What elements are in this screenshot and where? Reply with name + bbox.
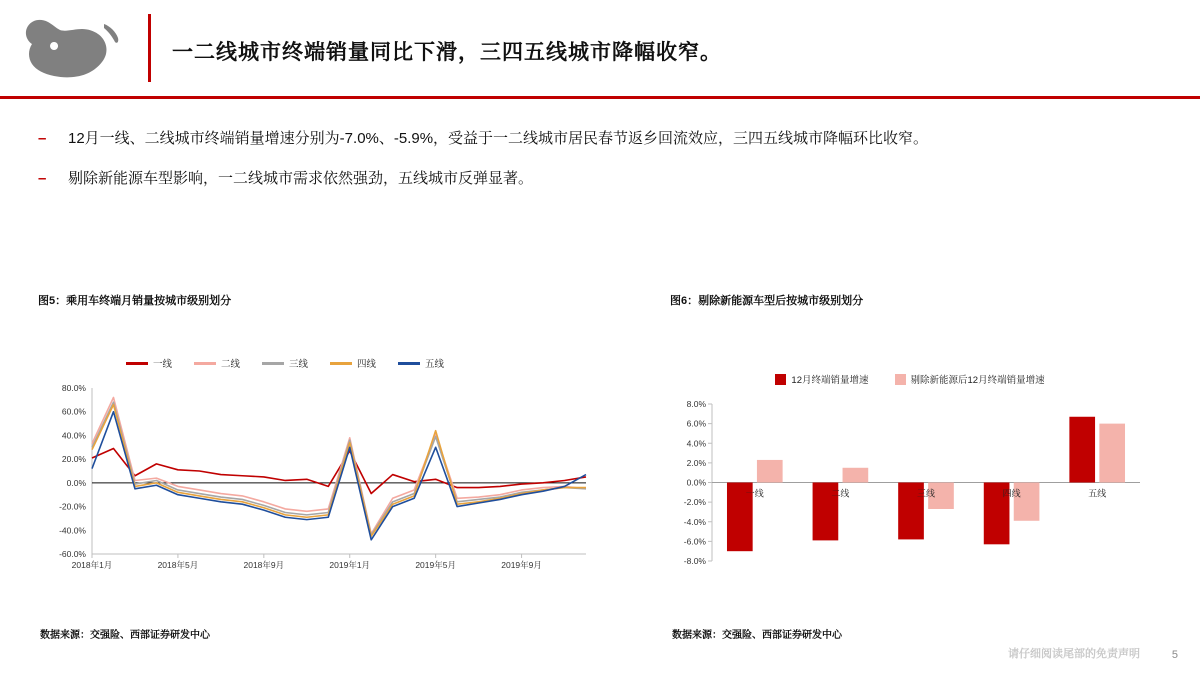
legend-label: 12月终端销量增速 [791, 375, 869, 386]
legend-swatch-icon [126, 362, 148, 365]
svg-text:-40.0%: -40.0% [59, 525, 86, 536]
svg-text:三线: 三线 [916, 488, 936, 499]
svg-text:0.0%: 0.0% [686, 477, 706, 488]
legend-item-line5 [398, 356, 444, 370]
page-header [0, 0, 1200, 97]
svg-text:五线: 五线 [1088, 488, 1107, 499]
legend-label: 五线 [425, 359, 445, 370]
line-series [92, 405, 586, 537]
svg-text:2018年5月: 2018年5月 [157, 560, 199, 570]
svg-text:2.0%: 2.0% [686, 457, 706, 468]
legend-item-line2 [194, 356, 240, 370]
bullet-list [38, 128, 1168, 208]
svg-text:2019年1月: 2019年1月 [329, 560, 371, 570]
header-rule [0, 96, 1200, 99]
bull-logo-icon [18, 12, 130, 84]
figure-5-title: 图5：乘用车终端月销量按城市级别划分 [38, 295, 232, 307]
legend-swatch-icon [775, 374, 786, 385]
svg-text:-4.0%: -4.0% [683, 516, 706, 527]
svg-text:40.0%: 40.0% [61, 430, 86, 441]
figure-5-svg [40, 380, 600, 580]
legend-item-line3 [262, 356, 308, 370]
figure-5-panel [38, 292, 598, 308]
legend-swatch-icon [398, 362, 420, 365]
svg-text:80.0%: 80.0% [61, 383, 86, 393]
header-divider [148, 14, 151, 82]
disclaimer-note: 请仔细阅读尾部的免责声明 [1008, 648, 1140, 660]
legend-label: 剔除新能源后12月终端销量增速 [910, 375, 1045, 386]
page-title: 一二线城市终端销量同比下滑，三四五线城市降幅收窄。 [172, 41, 722, 64]
figure-5-legend [60, 356, 510, 370]
bullet-marker: – [38, 170, 47, 187]
bullet-text: 剔除新能源车型影响，一二线城市需求依然强劲，五线城市反弹显著。 [68, 170, 534, 187]
bullet-text: 12月一线、二线城市终端销量增速分别为-7.0%、-5.9%，受益于一二线城市居民春节返乡回流效应，三四五线城市降幅环比收窄。 [68, 130, 929, 147]
svg-text:-20.0%: -20.0% [59, 501, 86, 512]
svg-text:一线: 一线 [745, 488, 764, 499]
svg-text:8.0%: 8.0% [686, 399, 706, 409]
svg-text:20.0%: 20.0% [61, 454, 86, 465]
bar [1099, 424, 1125, 483]
svg-text:-60.0%: -60.0% [59, 549, 86, 559]
figure-5-source: 数据来源：交强险、西部证券研发中心 [40, 630, 210, 641]
svg-text:4.0%: 4.0% [686, 438, 706, 449]
svg-text:-6.0%: -6.0% [683, 536, 706, 547]
svg-text:2019年9月: 2019年9月 [501, 560, 542, 570]
figure-6-source: 数据来源：交强险、西部证券研发中心 [672, 630, 842, 641]
figure-6-title: 图6：剔除新能源车型后按城市级别划分 [670, 295, 864, 307]
legend-label: 一线 [152, 359, 172, 370]
legend-label: 二线 [220, 359, 240, 370]
legend-swatch-icon [330, 362, 352, 365]
svg-text:2018年9月: 2018年9月 [243, 560, 285, 570]
figure-6-panel [670, 292, 1170, 308]
svg-text:-2.0%: -2.0% [683, 497, 706, 508]
legend-item-bar2 [895, 372, 1045, 386]
bullet-item [38, 168, 1168, 190]
legend-swatch-icon [194, 362, 216, 365]
figure-6-svg [660, 398, 1160, 583]
svg-text:四线: 四线 [1002, 488, 1021, 499]
figure-5-plot [40, 380, 600, 580]
bar [1069, 417, 1095, 483]
figure-6-legend [680, 372, 1140, 386]
svg-text:-8.0%: -8.0% [683, 556, 706, 566]
svg-text:60.0%: 60.0% [61, 406, 86, 417]
legend-label: 四线 [357, 359, 377, 370]
legend-item-line4 [330, 356, 376, 370]
bar [843, 468, 869, 483]
legend-swatch-icon [262, 362, 284, 365]
svg-text:2018年1月: 2018年1月 [71, 560, 113, 570]
svg-text:6.0%: 6.0% [686, 418, 706, 429]
legend-item-bar1 [775, 372, 868, 386]
page-number: 5 [1171, 649, 1178, 661]
bullet-item [38, 128, 1168, 150]
legend-label: 三线 [288, 359, 308, 370]
legend-swatch-icon [895, 374, 906, 385]
svg-text:二线: 二线 [831, 488, 850, 499]
bullet-marker: – [38, 130, 47, 147]
svg-text:2019年5月: 2019年5月 [415, 560, 456, 570]
legend-item-line1 [126, 356, 172, 370]
bar [757, 460, 783, 483]
figure-6-plot [660, 398, 1160, 583]
svg-text:0.0%: 0.0% [66, 477, 86, 488]
line-series [92, 397, 586, 533]
